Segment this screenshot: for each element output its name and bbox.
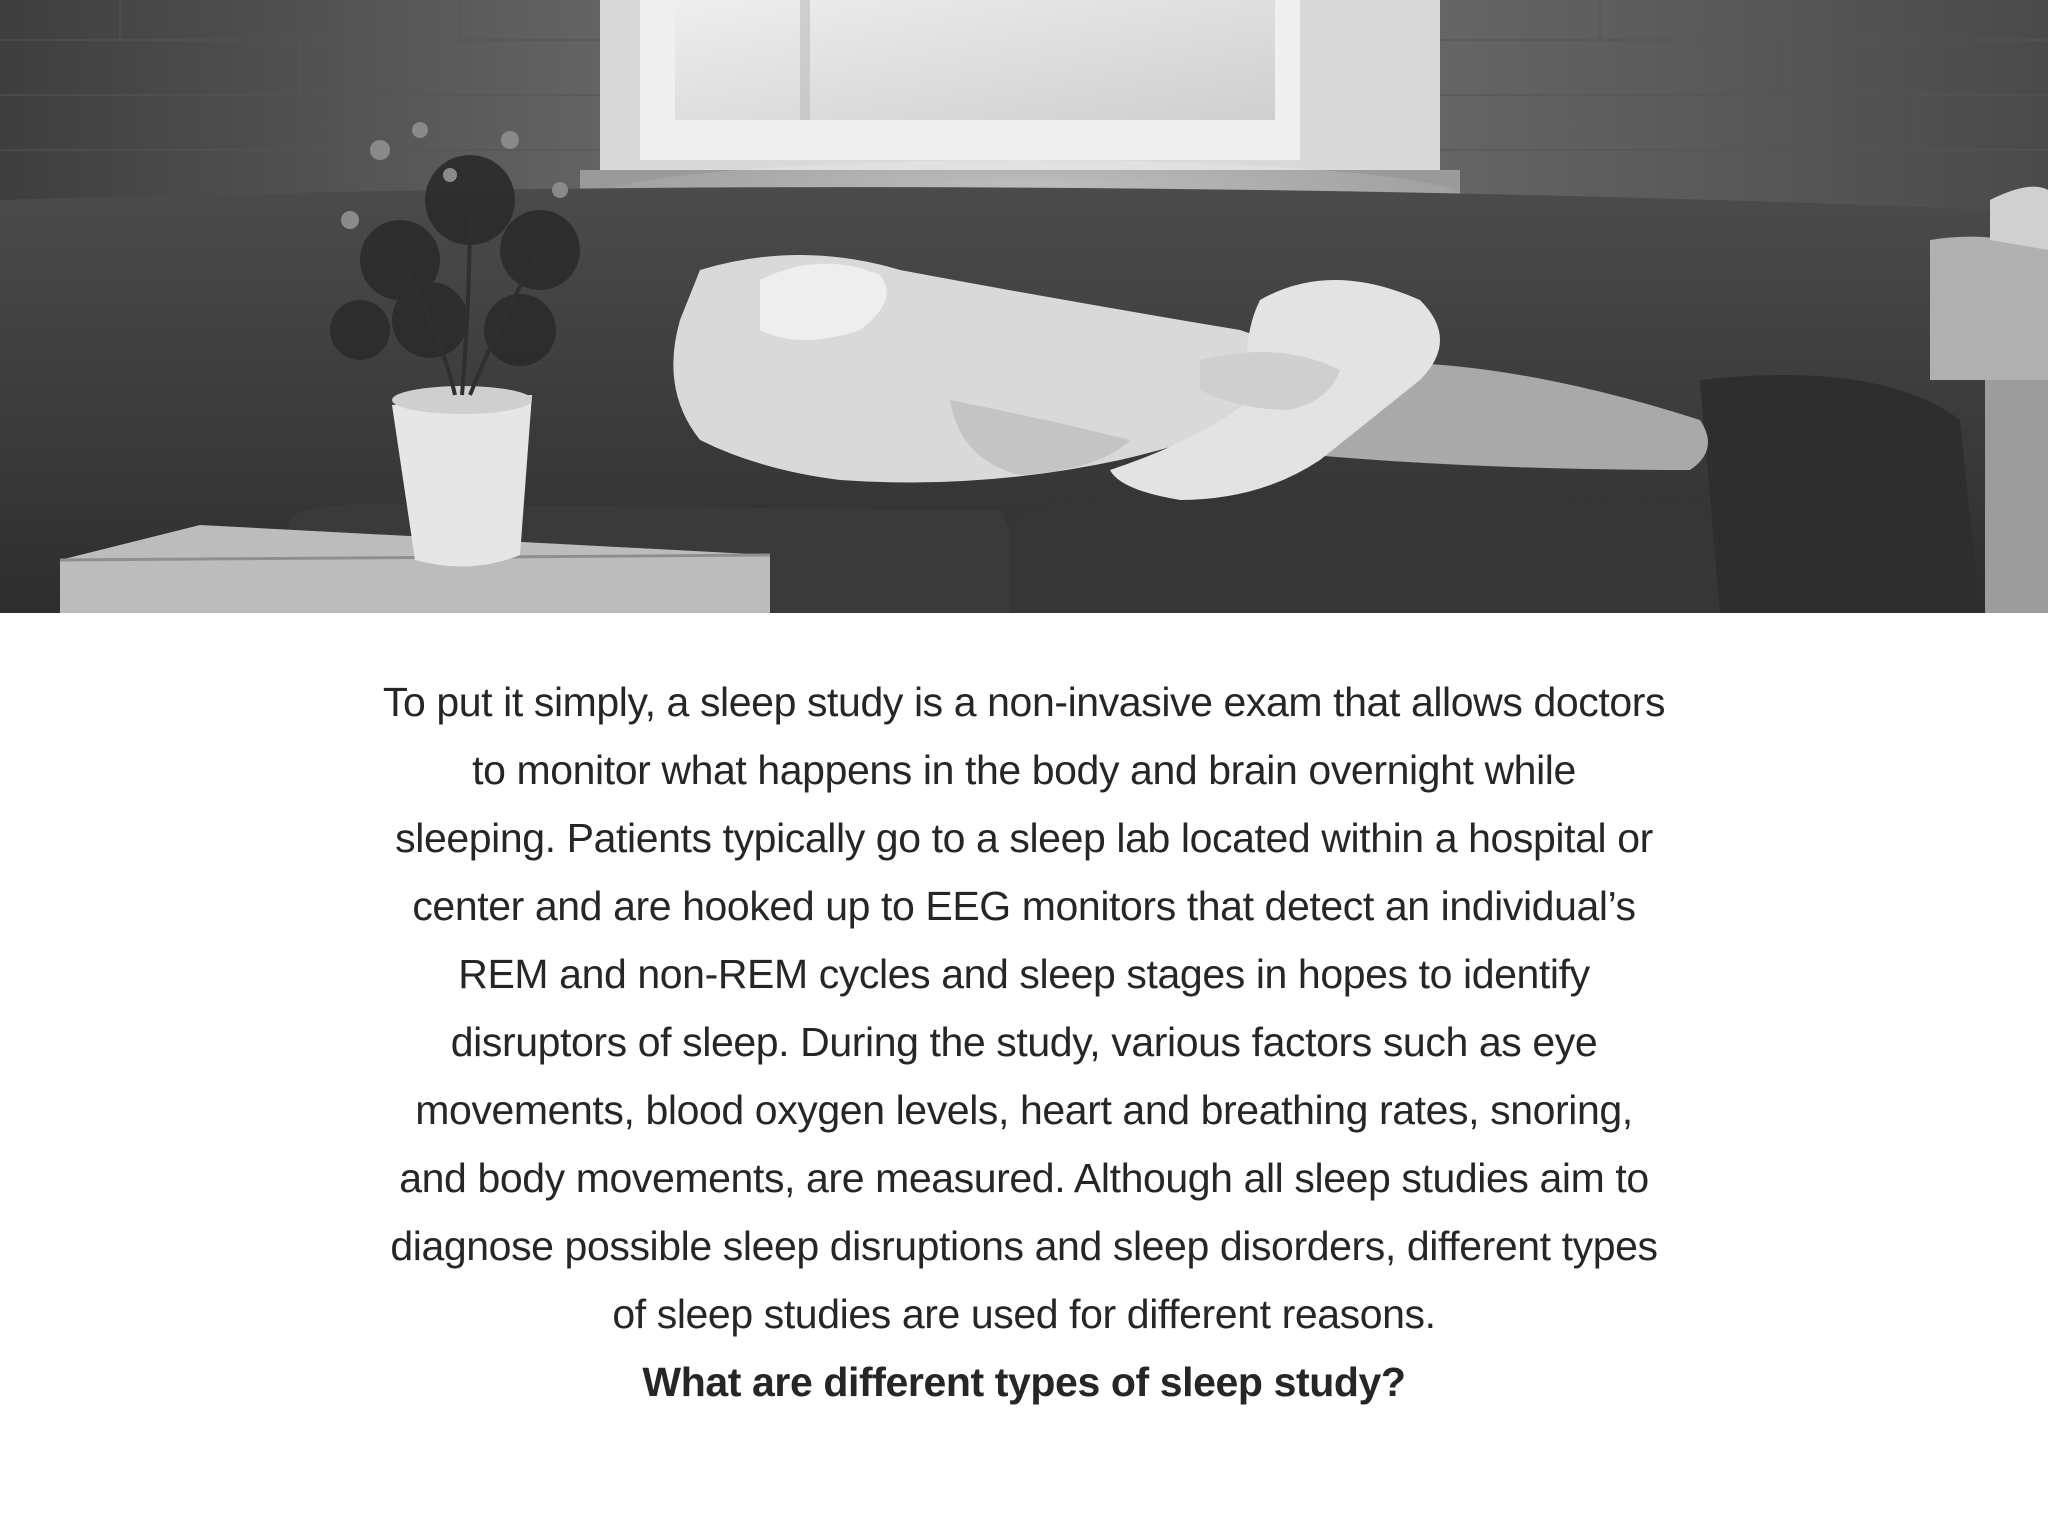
- paragraph-line: diagnose possible sleep disruptions and sleep disorders, different types: [390, 1223, 1658, 1269]
- article: [0, 668, 2048, 1416]
- paragraph-line: to monitor what happens in the body and brain overnight while: [472, 747, 1576, 793]
- article-paragraph: [324, 668, 1724, 1348]
- paragraph-line: and body movements, are measured. Although all sleep studies aim to: [399, 1155, 1649, 1201]
- paragraph-line: REM and non-REM cycles and sleep stages in hopes to identify: [458, 951, 1590, 997]
- section-question-heading: What are different types of sleep study?: [642, 1359, 1406, 1405]
- paragraph-line: To put it simply, a sleep study is a non-invasive exam that allows doctors: [382, 679, 1666, 725]
- paragraph-line: center and are hooked up to EEG monitors that detect an individual’s: [412, 883, 1636, 929]
- paragraph-line: sleeping. Patients typically go to a sleep lab located within a hospital or: [395, 815, 1653, 861]
- paragraph-line: movements, blood oxygen levels, heart and breathing rates, snoring,: [415, 1087, 1633, 1133]
- paragraph-line: of sleep studies are used for different reasons.: [612, 1291, 1436, 1337]
- sleeping-woman-photo-icon: [0, 0, 2048, 613]
- hero-image: [0, 0, 2048, 613]
- paragraph-line: disruptors of sleep. During the study, various factors such as eye: [450, 1019, 1598, 1065]
